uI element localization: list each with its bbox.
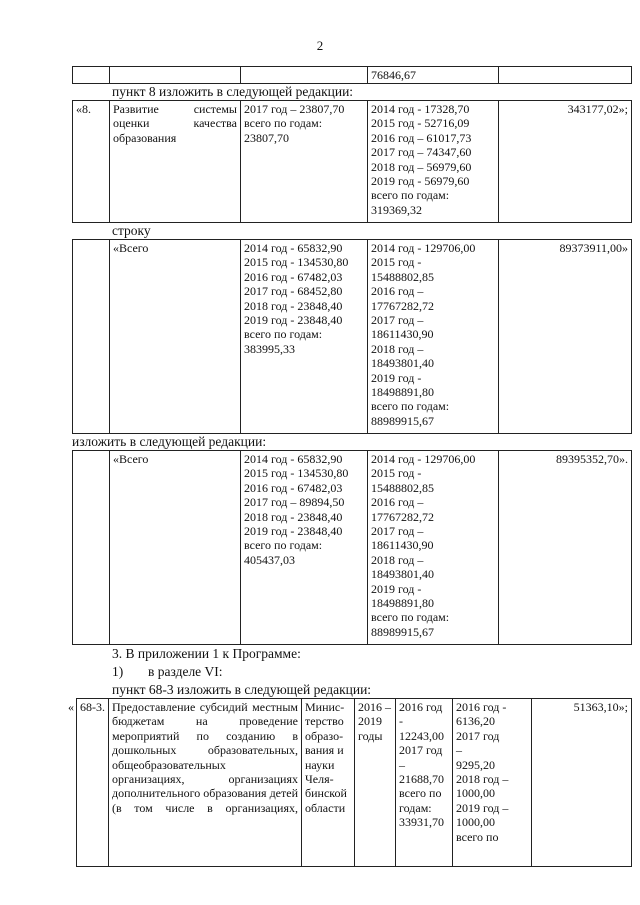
paragraph-3-1-number: 1) [112,664,124,679]
responsible-ministry: Минис- терство образо- вания и науки Челя- бинской области [302,699,355,867]
label-point-68-3: пункт 68-3 изложить в следующей редакции: [112,682,372,697]
total-label: «Всего [110,451,241,645]
row-number: 68-3. [77,699,109,867]
table-total-old [72,239,632,434]
total-by-year-col2: 2014 год - 129706,00 2015 год - 15488802,85 2016 год – 17767282,72 2017 год – 18611430,90 2018 год – 18493801,40 2019 год - 18498891,80 всего по годам: 88989915,67 [368,240,499,434]
paragraph-3-1-text: в разделе VI: [148,664,223,679]
amount-by-year-col2: 2014 год - 17328,70 2015 год - 52716,09 2016 год – 61017,73 2017 год – 74347,60 2018 год – 56979,60 2019 год - 56979,60 всего по годам: 319369,32 [368,101,499,223]
table-fragment-top [72,66,632,84]
label-row: строку [112,223,151,238]
row-number: «8. [73,101,110,223]
label-point-8: пункт 8 изложить в следующей редакции: [112,84,354,99]
total-by-year-col2: 2014 год - 129706,00 2015 год - 15488802,85 2016 год – 17767282,72 2017 год – 18611430,90 2018 год – 18493801,40 2019 год - 18498891,80 всего по годам: 88989915,67 [368,451,499,645]
grand-total: 89373911,00» [499,240,632,434]
table-point-68-3 [76,698,632,867]
cell-amount: 76846,67 [368,67,499,84]
label-edition: изложить в следующей редакции: [72,434,267,449]
grand-total: 89395352,70». [499,451,632,645]
total-amount: 51363,10»; [532,699,632,867]
total-by-year-col1: 2014 год - 65832,90 2015 год - 134530,80 2016 год - 67482,03 2017 год – 89894,50 2018 год - 23848,40 2019 год - 23848,40 всего по годам: 405437,03 [241,451,368,645]
table-total-new [72,450,632,645]
total-label: «Всего [110,240,241,434]
page-number: 2 [316,38,324,53]
table-point-8 [72,100,632,223]
implementation-years: 2016 – 2019 годы [355,699,396,867]
total-by-year-col1: 2014 год - 65832,90 2015 год - 134530,80 2016 год - 67482,03 2017 год - 68452,80 2018 год - 23848,40 2019 год - 23848,40 всего по годам: 383995,33 [241,240,368,434]
paragraph-3: 3. В приложении 1 к Программе: [112,646,301,661]
opening-quote: « [68,700,74,714]
total-amount: 343177,02»; [499,101,632,223]
amount-by-year-col1: 2017 год – 23807,70 всего по годам: 23807,70 [241,101,368,223]
amount-by-year-col1: 2016 год - 12243,00 2017 год – 21688,70 всего по годам: 33931,70 [396,699,453,867]
item-description: Развитие системы оценки качества образования [110,101,241,223]
item-description: Предоставление субсидий местным бюджетам на проведение мероприятий по созданию в дошкольных образовательных, общеобразовательных организациях, организациях дополнительного образования детей (в том числе в организациях, [109,699,302,867]
amount-by-year-col2: 2016 год - 6136,20 2017 год – 9295,20 2018 год – 1000,00 2019 год – 1000,00 всего по [453,699,532,867]
